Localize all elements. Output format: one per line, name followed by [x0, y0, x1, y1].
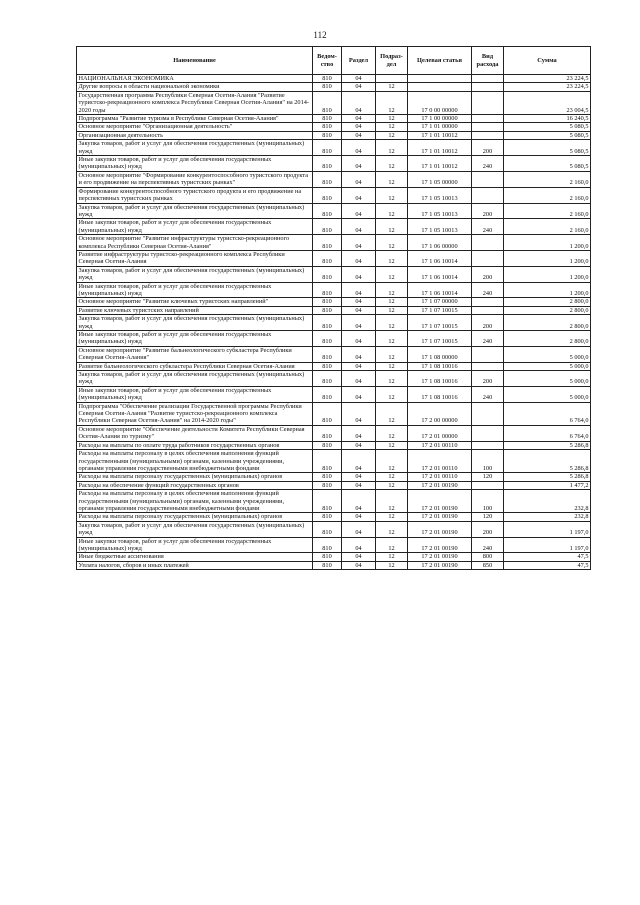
table-row: [77, 490, 591, 513]
cell-razdel: 04: [342, 298, 376, 306]
cell-target: 17 2 01 00110: [408, 473, 472, 481]
cell-ved: 810: [313, 235, 342, 251]
cell-name: Развитие ключевых туристских направлений: [77, 306, 313, 314]
cell-name: Другие вопросы в области национальной экономики: [77, 83, 313, 91]
cell-sum: 6 764,0: [504, 402, 591, 425]
cell-ved: 810: [313, 561, 342, 569]
cell-razdel: 04: [342, 331, 376, 347]
table-row: [77, 187, 591, 203]
cell-target: 17 2 01 00190: [408, 561, 472, 569]
cell-vid: 240: [472, 386, 504, 402]
cell-razdel: 04: [342, 513, 376, 521]
cell-ved: 810: [313, 266, 342, 282]
cell-vid: 800: [472, 553, 504, 561]
cell-razdel: 04: [342, 83, 376, 91]
cell-ved: 810: [313, 171, 342, 187]
cell-name: Закупка товаров, работ и услуг для обеспечения государственных (муниципальных) нужд: [77, 140, 313, 156]
cell-vid: 200: [472, 140, 504, 156]
cell-ved: 810: [313, 553, 342, 561]
cell-razdel: 04: [342, 250, 376, 266]
cell-vid: 200: [472, 521, 504, 537]
table-row: [77, 441, 591, 449]
cell-sum: 2 800,0: [504, 306, 591, 314]
cell-sum: 2 800,0: [504, 331, 591, 347]
cell-sum: 1 200,0: [504, 282, 591, 298]
cell-name: Расходы на выплаты по оплате труда работников государственных органов: [77, 441, 313, 449]
cell-podrazdel: 12: [376, 561, 408, 569]
cell-name: Организационная деятельность: [77, 131, 313, 139]
header-sum: Сумма: [504, 47, 591, 75]
cell-podrazdel: 12: [376, 553, 408, 561]
cell-sum: 2 800,0: [504, 315, 591, 331]
cell-vid: 100: [472, 490, 504, 513]
table-row: [77, 450, 591, 473]
table-row: [77, 219, 591, 235]
cell-razdel: 04: [342, 386, 376, 402]
header-vid: Вид расхода: [472, 47, 504, 75]
table-row: [77, 131, 591, 139]
cell-sum: 16 240,5: [504, 115, 591, 123]
cell-razdel: 04: [342, 490, 376, 513]
cell-ved: 810: [313, 521, 342, 537]
cell-podrazdel: 12: [376, 156, 408, 172]
cell-vid: [472, 131, 504, 139]
table-row: [77, 331, 591, 347]
cell-target: 17 2 01 00000: [408, 425, 472, 441]
cell-sum: 6 764,0: [504, 425, 591, 441]
cell-podrazdel: 12: [376, 425, 408, 441]
cell-vid: [472, 75, 504, 83]
table-row: [77, 75, 591, 83]
table-row: [77, 346, 591, 362]
table-row: [77, 386, 591, 402]
cell-vid: 240: [472, 282, 504, 298]
cell-name: Основное мероприятие "Формирование конкурентоспособного туристского продукта и его продвижение на перспективных туристских рынках": [77, 171, 313, 187]
table-row: [77, 91, 591, 114]
cell-target: 17 1 00 00000: [408, 115, 472, 123]
cell-target: 17 1 06 10014: [408, 282, 472, 298]
cell-target: 17 1 06 10014: [408, 266, 472, 282]
cell-ved: 810: [313, 537, 342, 553]
cell-target: 17 2 01 00190: [408, 553, 472, 561]
cell-name: Иные закупки товаров, работ и услуг для обеспечения государственных (муниципальных) нужд: [77, 219, 313, 235]
cell-target: 17 1 08 00000: [408, 346, 472, 362]
cell-name: Закупка товаров, работ и услуг для обеспечения государственных (муниципальных) нужд: [77, 371, 313, 387]
cell-target: 17 2 01 00190: [408, 537, 472, 553]
cell-vid: [472, 346, 504, 362]
cell-target: 17 1 06 00000: [408, 235, 472, 251]
cell-target: 17 1 08 10016: [408, 386, 472, 402]
table-row: [77, 282, 591, 298]
cell-vid: 100: [472, 450, 504, 473]
cell-razdel: 04: [342, 315, 376, 331]
cell-name: НАЦИОНАЛЬНАЯ ЭКОНОМИКА: [77, 75, 313, 83]
cell-ved: 810: [313, 75, 342, 83]
cell-sum: 1 200,0: [504, 250, 591, 266]
cell-vid: 200: [472, 203, 504, 219]
cell-vid: [472, 362, 504, 370]
cell-ved: 810: [313, 402, 342, 425]
cell-name: Основное мероприятие "Развитие ключевых туристских направлений": [77, 298, 313, 306]
cell-name: Развитие инфраструктуры туристско-рекреационного комплекса Республики Северная Осетия-Алания: [77, 250, 313, 266]
cell-sum: 1 200,0: [504, 235, 591, 251]
cell-razdel: 04: [342, 282, 376, 298]
cell-podrazdel: 12: [376, 346, 408, 362]
cell-vid: [472, 171, 504, 187]
table-row: [77, 171, 591, 187]
cell-podrazdel: 12: [376, 315, 408, 331]
cell-sum: 5 080,5: [504, 131, 591, 139]
cell-target: 17 1 05 10013: [408, 203, 472, 219]
table-body: [77, 75, 591, 570]
cell-name: Иные закупки товаров, работ и услуг для обеспечения государственных (муниципальных) нужд: [77, 282, 313, 298]
cell-podrazdel: 12: [376, 219, 408, 235]
cell-sum: 5 080,5: [504, 156, 591, 172]
cell-target: 17 2 01 00190: [408, 521, 472, 537]
cell-podrazdel: 12: [376, 331, 408, 347]
cell-sum: 1 197,0: [504, 537, 591, 553]
cell-ved: 810: [313, 187, 342, 203]
table-row: [77, 235, 591, 251]
cell-razdel: 04: [342, 140, 376, 156]
cell-target: 17 1 05 00000: [408, 171, 472, 187]
cell-podrazdel: 12: [376, 131, 408, 139]
cell-podrazdel: 12: [376, 450, 408, 473]
cell-sum: 5 000,0: [504, 371, 591, 387]
table-row: [77, 83, 591, 91]
cell-razdel: 04: [342, 441, 376, 449]
cell-ved: 810: [313, 282, 342, 298]
header-target: Целевая статья: [408, 47, 472, 75]
cell-sum: 23 224,5: [504, 83, 591, 91]
cell-podrazdel: 12: [376, 513, 408, 521]
table-row: [77, 553, 591, 561]
cell-ved: 810: [313, 306, 342, 314]
cell-target: 17 1 07 10015: [408, 315, 472, 331]
cell-razdel: 04: [342, 171, 376, 187]
cell-sum: 1 197,0: [504, 521, 591, 537]
cell-podrazdel: 12: [376, 306, 408, 314]
cell-razdel: 04: [342, 481, 376, 489]
cell-sum: 23 004,5: [504, 91, 591, 114]
cell-vid: [472, 235, 504, 251]
cell-vid: [472, 425, 504, 441]
cell-target: 17 1 07 00000: [408, 298, 472, 306]
cell-ved: 810: [313, 450, 342, 473]
cell-ved: 810: [313, 250, 342, 266]
cell-vid: 200: [472, 315, 504, 331]
cell-podrazdel: 12: [376, 187, 408, 203]
cell-name: Закупка товаров, работ и услуг для обеспечения государственных (муниципальных) нужд: [77, 203, 313, 219]
cell-vid: 200: [472, 266, 504, 282]
cell-podrazdel: 12: [376, 362, 408, 370]
cell-podrazdel: 12: [376, 115, 408, 123]
cell-name: Иные закупки товаров, работ и услуг для обеспечения государственных (муниципальных) нужд: [77, 386, 313, 402]
cell-podrazdel: 12: [376, 371, 408, 387]
cell-target: 17 1 06 10014: [408, 250, 472, 266]
cell-ved: 810: [313, 140, 342, 156]
cell-vid: [472, 83, 504, 91]
cell-sum: 5 000,0: [504, 386, 591, 402]
cell-vid: 120: [472, 513, 504, 521]
table-row: [77, 481, 591, 489]
cell-podrazdel: 12: [376, 235, 408, 251]
cell-vid: [472, 115, 504, 123]
cell-target: 17 0 00 00000: [408, 91, 472, 114]
cell-podrazdel: 12: [376, 250, 408, 266]
cell-sum: 1 200,0: [504, 266, 591, 282]
table-row: [77, 250, 591, 266]
cell-ved: 810: [313, 481, 342, 489]
header-razdel: Раздел: [342, 47, 376, 75]
cell-target: 17 2 01 00190: [408, 513, 472, 521]
table-row: [77, 371, 591, 387]
cell-target: 17 1 01 10012: [408, 131, 472, 139]
cell-vid: [472, 187, 504, 203]
cell-podrazdel: 12: [376, 441, 408, 449]
table-row: [77, 156, 591, 172]
cell-vid: 120: [472, 473, 504, 481]
cell-target: 17 1 08 10016: [408, 371, 472, 387]
cell-razdel: 04: [342, 521, 376, 537]
cell-vid: [472, 306, 504, 314]
cell-sum: 5 286,8: [504, 450, 591, 473]
cell-name: Основное мероприятие "Развитие инфраструктуры туристско-рекреационного комплекса Республики Северная Осетия-Алания": [77, 235, 313, 251]
cell-podrazdel: 12: [376, 91, 408, 114]
cell-podrazdel: 12: [376, 140, 408, 156]
cell-name: Основное мероприятие "Обеспечение деятельности Комитета Республики Северная Осетия-Алания по туризму": [77, 425, 313, 441]
cell-target: 17 2 00 00000: [408, 402, 472, 425]
cell-razdel: 04: [342, 537, 376, 553]
cell-podrazdel: 12: [376, 490, 408, 513]
cell-target: 17 2 01 00110: [408, 441, 472, 449]
cell-razdel: 04: [342, 553, 376, 561]
cell-ved: 810: [313, 386, 342, 402]
cell-ved: 810: [313, 371, 342, 387]
cell-podrazdel: 12: [376, 282, 408, 298]
cell-podrazdel: 12: [376, 521, 408, 537]
cell-name: Расходы на выплаты персоналу государственных (муниципальных) органов: [77, 513, 313, 521]
cell-sum: 2 800,0: [504, 298, 591, 306]
cell-vid: [472, 402, 504, 425]
cell-ved: 810: [313, 473, 342, 481]
cell-vid: [472, 298, 504, 306]
cell-vid: 240: [472, 219, 504, 235]
cell-name: Подпрограмма "Развитие туризма в Республике Северная Осетия-Алания": [77, 115, 313, 123]
cell-sum: 47,5: [504, 553, 591, 561]
cell-name: Государственная программа Республики Северная Осетия-Алания "Развитие туристско-рекреационного комплекса Республики Северная Осетия-Алания" на 2014-2020 годы: [77, 91, 313, 114]
cell-name: Развитие бальнеологического субкластера Республики Северная Осетия-Алания: [77, 362, 313, 370]
cell-vid: 240: [472, 331, 504, 347]
table-row: [77, 315, 591, 331]
cell-ved: 810: [313, 115, 342, 123]
cell-name: Закупка товаров, работ и услуг для обеспечения государственных (муниципальных) нужд: [77, 521, 313, 537]
cell-ved: 810: [313, 156, 342, 172]
table-row: [77, 402, 591, 425]
cell-razdel: 04: [342, 235, 376, 251]
cell-target: 17 1 01 10012: [408, 156, 472, 172]
table-row: [77, 537, 591, 553]
table-row: [77, 521, 591, 537]
cell-target: 17 1 05 10013: [408, 219, 472, 235]
cell-sum: 2 160,0: [504, 187, 591, 203]
cell-name: Иные бюджетные ассигнования: [77, 553, 313, 561]
cell-name: Расходы на выплаты персоналу в целях обеспечения выполнения функций государственными (муниципальными) органами, казенными учреждениями, органами управления государственными внебюджетными фондами: [77, 490, 313, 513]
cell-sum: 5 000,0: [504, 362, 591, 370]
cell-podrazdel: 12: [376, 266, 408, 282]
table-row: [77, 203, 591, 219]
cell-sum: 2 160,0: [504, 203, 591, 219]
cell-podrazdel: 12: [376, 402, 408, 425]
cell-vid: 200: [472, 371, 504, 387]
cell-vid: [472, 91, 504, 114]
cell-sum: 5 286,8: [504, 473, 591, 481]
cell-sum: 2 160,0: [504, 219, 591, 235]
cell-ved: 810: [313, 83, 342, 91]
cell-razdel: 04: [342, 473, 376, 481]
cell-podrazdel: 12: [376, 473, 408, 481]
cell-name: Основное мероприятие "Развитие бальнеологического субкластера Республики Северная Осетия-Алания": [77, 346, 313, 362]
header-name: Наименование: [77, 47, 313, 75]
cell-target: [408, 83, 472, 91]
cell-podrazdel: 12: [376, 203, 408, 219]
cell-ved: 810: [313, 91, 342, 114]
cell-ved: 810: [313, 315, 342, 331]
cell-name: Иные закупки товаров, работ и услуг для обеспечения государственных (муниципальных) нужд: [77, 331, 313, 347]
cell-ved: 810: [313, 490, 342, 513]
cell-ved: 810: [313, 203, 342, 219]
cell-name: Подпрограмма "Обеспечение реализации Государственной программы Республики Северная Осетия-Алания "Развитие туристско-рекреационного комплекса Республики Северная Осетия-Алания" на 2014-2020 годы": [77, 402, 313, 425]
cell-target: 17 1 01 10012: [408, 140, 472, 156]
cell-name: Основное мероприятие "Организационная деятельность": [77, 123, 313, 131]
cell-sum: 232,8: [504, 490, 591, 513]
table-row: [77, 362, 591, 370]
cell-podrazdel: 12: [376, 298, 408, 306]
cell-name: Формирование конкурентоспособного туристского продукта и его продвижение на перспективных туристских рынках: [77, 187, 313, 203]
cell-target: 17 1 08 10016: [408, 362, 472, 370]
cell-target: 17 2 01 00110: [408, 450, 472, 473]
cell-podrazdel: 12: [376, 123, 408, 131]
cell-razdel: 04: [342, 450, 376, 473]
cell-podrazdel: 12: [376, 171, 408, 187]
cell-razdel: 04: [342, 131, 376, 139]
cell-razdel: 04: [342, 187, 376, 203]
cell-razdel: 04: [342, 219, 376, 235]
table-row: [77, 266, 591, 282]
table-row: [77, 513, 591, 521]
header-ved: Ведом-ство: [313, 47, 342, 75]
cell-target: 17 1 07 10015: [408, 306, 472, 314]
table-row: [77, 123, 591, 131]
cell-name: Расходы на выплаты персоналу в целях обеспечения выполнения функций государственными (муниципальными) органами, казенными учреждениями, органами управления государственными внебюджетными фондами: [77, 450, 313, 473]
table-header-row: [77, 47, 591, 75]
cell-target: 17 1 05 10013: [408, 187, 472, 203]
cell-sum: 5 286,8: [504, 441, 591, 449]
cell-name: Иные закупки товаров, работ и услуг для обеспечения государственных (муниципальных) нужд: [77, 537, 313, 553]
table-row: [77, 473, 591, 481]
cell-vid: [472, 250, 504, 266]
cell-razdel: 04: [342, 123, 376, 131]
cell-sum: 47,5: [504, 561, 591, 569]
cell-vid: [472, 481, 504, 489]
cell-ved: 810: [313, 131, 342, 139]
cell-name: Расходы на выплаты персоналу государственных (муниципальных) органов: [77, 473, 313, 481]
table-row: [77, 298, 591, 306]
cell-name: Закупка товаров, работ и услуг для обеспечения государственных (муниципальных) нужд: [77, 266, 313, 282]
cell-vid: [472, 123, 504, 131]
cell-target: 17 2 01 00190: [408, 490, 472, 513]
cell-razdel: 04: [342, 203, 376, 219]
cell-razdel: 04: [342, 75, 376, 83]
budget-table: [76, 46, 591, 570]
cell-name: Иные закупки товаров, работ и услуг для обеспечения государственных (муниципальных) нужд: [77, 156, 313, 172]
cell-razdel: 04: [342, 115, 376, 123]
cell-razdel: 04: [342, 306, 376, 314]
table-row: [77, 306, 591, 314]
cell-sum: 5 080,5: [504, 123, 591, 131]
page-number: 112: [313, 30, 327, 40]
cell-ved: 810: [313, 331, 342, 347]
cell-sum: 2 160,0: [504, 171, 591, 187]
table-row: [77, 115, 591, 123]
cell-vid: 240: [472, 156, 504, 172]
cell-razdel: 04: [342, 561, 376, 569]
cell-vid: 240: [472, 537, 504, 553]
cell-ved: 810: [313, 513, 342, 521]
cell-vid: [472, 441, 504, 449]
cell-sum: 5 000,0: [504, 346, 591, 362]
table-row: [77, 140, 591, 156]
cell-name: Закупка товаров, работ и услуг для обеспечения государственных (муниципальных) нужд: [77, 315, 313, 331]
cell-razdel: 04: [342, 346, 376, 362]
cell-name: Уплата налогов, сборов и иных платежей: [77, 561, 313, 569]
header-podrazdel: Подраз-дел: [376, 47, 408, 75]
cell-podrazdel: 12: [376, 481, 408, 489]
cell-podrazdel: 12: [376, 83, 408, 91]
cell-razdel: 04: [342, 371, 376, 387]
cell-ved: 810: [313, 123, 342, 131]
cell-razdel: 04: [342, 402, 376, 425]
cell-vid: 850: [472, 561, 504, 569]
cell-sum: 23 224,5: [504, 75, 591, 83]
cell-ved: 810: [313, 362, 342, 370]
cell-ved: 810: [313, 219, 342, 235]
cell-razdel: 04: [342, 266, 376, 282]
cell-razdel: 04: [342, 425, 376, 441]
cell-sum: 1 477,2: [504, 481, 591, 489]
cell-ved: 810: [313, 425, 342, 441]
cell-sum: 232,8: [504, 513, 591, 521]
cell-razdel: 04: [342, 362, 376, 370]
cell-podrazdel: 12: [376, 386, 408, 402]
cell-ved: 810: [313, 441, 342, 449]
cell-podrazdel: 12: [376, 537, 408, 553]
cell-target: [408, 75, 472, 83]
cell-name: Расходы на обеспечение функций государственных органов: [77, 481, 313, 489]
cell-target: 17 1 07 10015: [408, 331, 472, 347]
cell-razdel: 04: [342, 156, 376, 172]
cell-sum: 5 080,5: [504, 140, 591, 156]
cell-target: 17 1 01 00000: [408, 123, 472, 131]
table-row: [77, 561, 591, 569]
cell-ved: 810: [313, 298, 342, 306]
table-row: [77, 425, 591, 441]
cell-razdel: 04: [342, 91, 376, 114]
cell-target: 17 2 01 00190: [408, 481, 472, 489]
cell-podrazdel: [376, 75, 408, 83]
cell-ved: 810: [313, 346, 342, 362]
